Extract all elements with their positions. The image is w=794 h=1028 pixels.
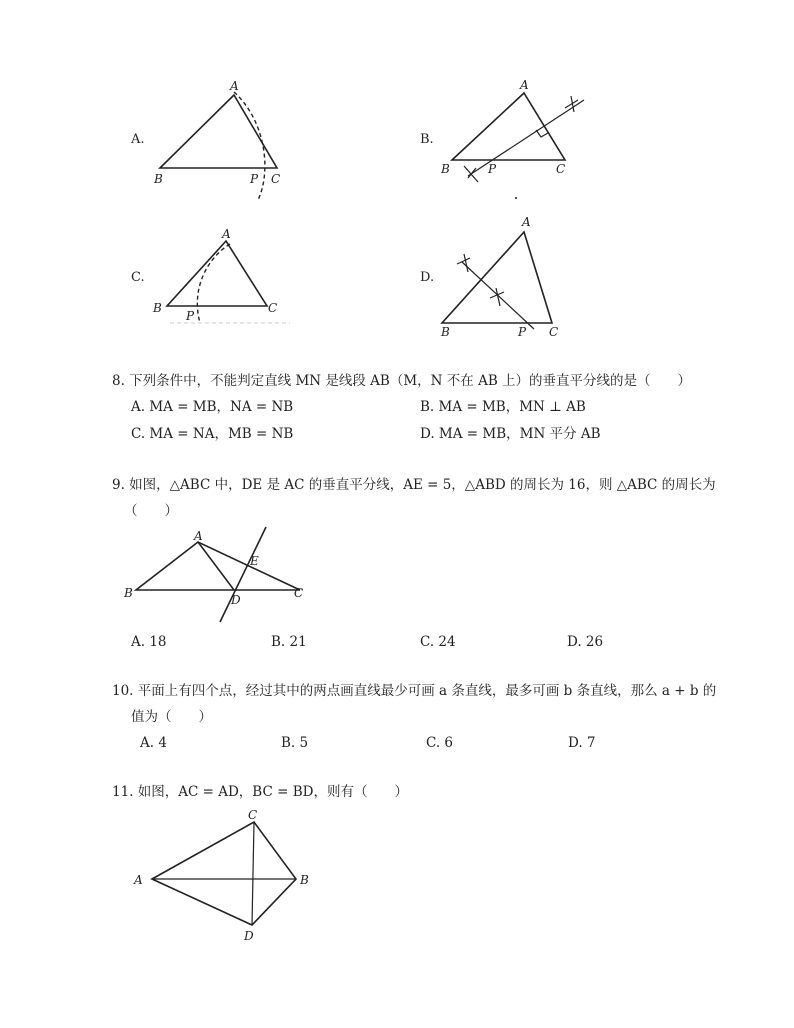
question-10-option-b[interactable]: B. 5 (281, 735, 309, 751)
question-9-blank: （ ） (124, 503, 178, 519)
label-b: B (154, 172, 163, 186)
option-b-label[interactable]: B. (420, 132, 434, 147)
option-d-label[interactable]: D. (420, 270, 435, 285)
label-a: A (134, 873, 143, 887)
question-9-stem: 9. 如图，△ABC 中，DE 是 AC 的垂直平分线，AE = 5，△ABD 的周长为 16，则 △ABC 的周长为 (112, 477, 716, 493)
label-c: C (556, 162, 566, 176)
label-p: P (518, 325, 527, 339)
option-c-label[interactable]: C. (131, 270, 145, 285)
label-b: B (153, 301, 162, 315)
figure-option-a (150, 80, 290, 200)
label-c: C (271, 172, 281, 186)
figure-option-b (438, 78, 598, 208)
label-a: A (230, 79, 239, 93)
label-a: A (194, 529, 203, 543)
figure-option-d (438, 214, 583, 339)
question-8-option-a[interactable]: A. MA = MB，NA = NB (131, 399, 294, 415)
label-d: D (244, 929, 254, 943)
question-9-option-b[interactable]: B. 21 (271, 634, 307, 650)
label-b: B (124, 586, 133, 600)
label-b: B (441, 162, 450, 176)
label-c: C (294, 586, 304, 600)
question-11-stem: 11. 如图，AC = AD，BC = BD，则有（ ） (112, 784, 408, 800)
question-9-option-c[interactable]: C. 24 (420, 634, 456, 650)
label-p: P (186, 309, 195, 323)
label-d: D (231, 593, 241, 607)
question-8-option-b[interactable]: B. MA = MB，MN ⊥ AB (420, 399, 586, 415)
question-8-option-d[interactable]: D. MA = MB，MN 平分 AB (420, 426, 601, 442)
label-p: P (250, 172, 259, 186)
label-b: B (300, 873, 309, 887)
label-e: E (250, 554, 259, 568)
question-10-option-c[interactable]: C. 6 (426, 735, 454, 751)
label-b: B (441, 325, 450, 339)
label-c: C (268, 301, 278, 315)
question-10-option-a[interactable]: A. 4 (140, 735, 167, 751)
question-10-option-d[interactable]: D. 7 (568, 735, 596, 751)
question-11-figure (128, 810, 328, 945)
question-8-stem: 8. 下列条件中，不能判定直线 MN 是线段 AB（M，N 不在 AB 上）的垂直平分线的是（ ） (112, 373, 692, 389)
question-10-stem: 10. 平面上有四个点，经过其中的两点画直线最少可画 a 条直线，最多可画 b 条直线，那么 a + b 的 (112, 683, 717, 699)
question-8-option-c[interactable]: C. MA = NA，MB = NB (131, 426, 294, 442)
label-a: A (522, 215, 531, 229)
option-a-label[interactable]: A. (131, 132, 145, 147)
figure-option-c (150, 226, 300, 331)
label-a: A (520, 78, 529, 92)
question-10-stem-cont: 值为（ ） (131, 709, 212, 725)
label-a: A (222, 227, 231, 241)
question-9-option-d[interactable]: D. 26 (567, 634, 604, 650)
question-9-figure (122, 524, 322, 629)
label-p: P (488, 162, 497, 176)
question-9-option-a[interactable]: A. 18 (131, 634, 167, 650)
label-c: C (549, 325, 559, 339)
label-c: C (248, 808, 258, 822)
